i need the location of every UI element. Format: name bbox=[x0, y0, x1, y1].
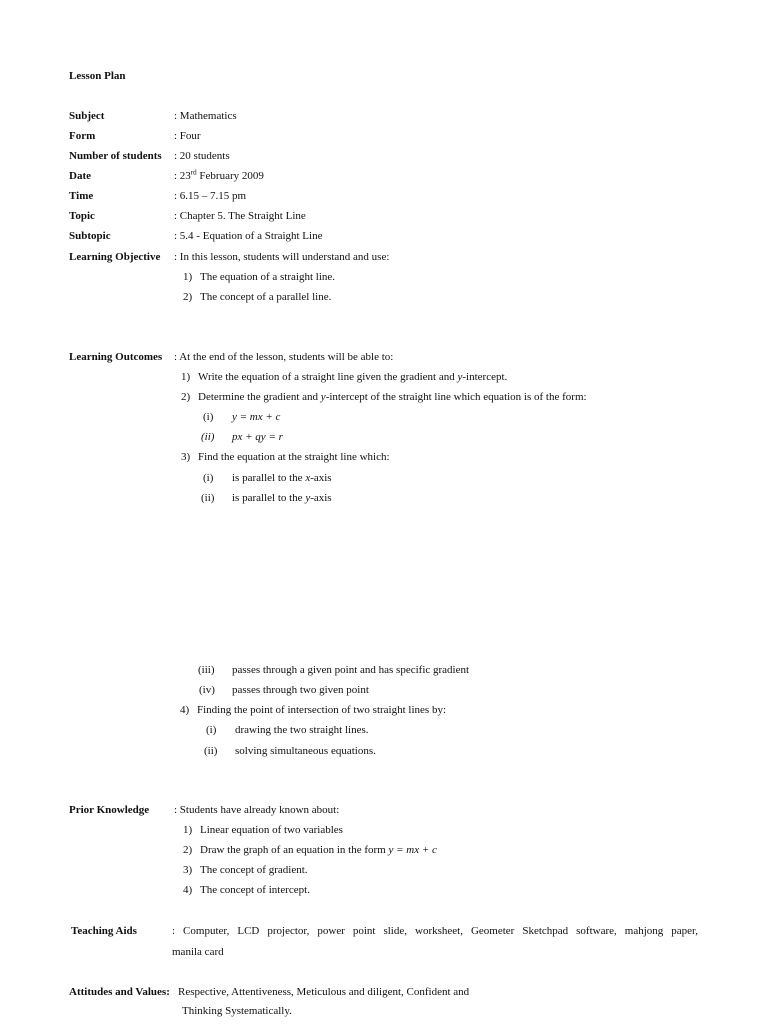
topic-label: Topic bbox=[69, 210, 95, 222]
axis-variable: y bbox=[305, 492, 311, 504]
outcome-num: 1) bbox=[181, 371, 191, 383]
sub-item-num: (ii) bbox=[204, 745, 218, 757]
outcome-num: 4) bbox=[180, 704, 190, 716]
sub-item-text: passes through a given point and has specific gradient bbox=[232, 664, 470, 676]
prior-num: 2) bbox=[183, 844, 193, 856]
objective-num: 1) bbox=[183, 271, 193, 283]
outcome-text: Finding the point of intersection of two straight lines by: bbox=[197, 704, 446, 716]
sub-item-num: (i) bbox=[203, 472, 214, 484]
outcome-text bbox=[198, 370, 507, 384]
sub-item-text: drawing the two straight lines. bbox=[235, 724, 369, 736]
date-value bbox=[174, 169, 264, 183]
sub-item-num: (ii) bbox=[201, 492, 215, 504]
equation-form: y = mx + c bbox=[388, 844, 437, 856]
sub-item-num: (i) bbox=[206, 724, 217, 736]
teaching-aids-line: : Computer, LCD projector, power point slide, worksheet, Geometer Sketchpad software, mahjong paper, bbox=[172, 925, 698, 937]
teaching-aids-line: manila card bbox=[172, 946, 224, 958]
outcome-variable: y bbox=[320, 391, 326, 403]
outcome-num: 2) bbox=[181, 391, 191, 403]
sub-item-text-part: is parallel to the bbox=[232, 472, 306, 484]
date-month-year: February 2009 bbox=[196, 170, 264, 182]
page-title: Lesson Plan bbox=[69, 70, 126, 82]
teaching-aids-label: Teaching Aids bbox=[71, 925, 137, 937]
students-value: : 20 students bbox=[174, 150, 230, 162]
outcome-text-part: Determine the gradient and bbox=[198, 391, 321, 403]
prior-num: 1) bbox=[183, 824, 193, 836]
subject-label: Subject bbox=[69, 110, 105, 122]
prior-text bbox=[200, 843, 437, 857]
sub-item-text: passes through two given point bbox=[232, 684, 369, 696]
subtopic-value: : 5.4 - Equation of a Straight Line bbox=[174, 230, 323, 242]
date-suffix: rd bbox=[190, 168, 197, 177]
sub-item-text-part: -axis bbox=[310, 472, 332, 484]
subtopic-label: Subtopic bbox=[69, 230, 111, 242]
attitudes-label: Attitudes and Values: bbox=[69, 986, 170, 998]
prior-knowledge-intro: : Students have already known about: bbox=[174, 804, 340, 816]
prior-knowledge-label: Prior Knowledge bbox=[69, 804, 150, 816]
subject-value: : Mathematics bbox=[174, 110, 237, 122]
outcome-text-part: Write the equation of a straight line given the gradient and bbox=[198, 371, 458, 383]
objective-num: 2) bbox=[183, 291, 193, 303]
date-label: Date bbox=[69, 170, 91, 182]
time-value: : 6.15 – 7.15 pm bbox=[174, 190, 247, 202]
attitudes-line: Respective, Attentiveness, Meticulous and diligent, Confident and bbox=[178, 986, 470, 998]
prior-text: The concept of gradient. bbox=[200, 864, 308, 876]
sub-item-text: solving simultaneous equations. bbox=[235, 745, 376, 757]
sub-item-text-part: -axis bbox=[310, 492, 332, 504]
learning-outcomes-label: Learning Outcomes bbox=[69, 351, 163, 363]
students-label: Number of students bbox=[69, 150, 162, 162]
sub-item-num: (ii) bbox=[201, 431, 215, 443]
form-label: Form bbox=[69, 130, 96, 142]
form-value: : Four bbox=[174, 130, 201, 142]
prior-text: The concept of intercept. bbox=[200, 884, 310, 896]
outcome-variable: y bbox=[457, 371, 463, 383]
prior-num: 3) bbox=[183, 864, 193, 876]
prior-num: 4) bbox=[183, 884, 193, 896]
prior-text: Linear equation of two variables bbox=[200, 824, 343, 836]
learning-objective-label: Learning Objective bbox=[69, 251, 161, 263]
objective-text: The equation of a straight line. bbox=[200, 271, 336, 283]
objective-text: The concept of a parallel line. bbox=[200, 291, 332, 303]
sub-item-num: (i) bbox=[203, 411, 214, 423]
outcome-num: 3) bbox=[181, 451, 191, 463]
sub-item-num: (iii) bbox=[198, 664, 215, 676]
equation-form: y = mx + c bbox=[232, 411, 281, 423]
date-day: : 23 bbox=[174, 170, 191, 182]
learning-outcomes-intro: : At the end of the lesson, students will be able to: bbox=[174, 351, 394, 363]
sub-item-text bbox=[232, 491, 332, 505]
sub-item-text-part: is parallel to the bbox=[232, 492, 306, 504]
outcome-text-part: -intercept. bbox=[462, 371, 508, 383]
learning-objective-intro: : In this lesson, students will understand and use: bbox=[174, 251, 390, 263]
outcome-text: Find the equation at the straight line which: bbox=[198, 451, 390, 463]
attitudes-line: Thinking Systematically. bbox=[182, 1005, 292, 1017]
equation-form: px + qy = r bbox=[232, 431, 283, 443]
topic-value: : Chapter 5. The Straight Line bbox=[174, 210, 306, 222]
sub-item-text bbox=[232, 471, 332, 485]
axis-variable: x bbox=[305, 472, 311, 484]
prior-text-part: Draw the graph of an equation in the form bbox=[200, 844, 389, 856]
time-label: Time bbox=[69, 190, 94, 202]
outcome-text bbox=[198, 390, 587, 404]
outcome-text-part: -intercept of the straight line which equation is of the form: bbox=[325, 391, 587, 403]
sub-item-num: (iv) bbox=[199, 684, 215, 696]
